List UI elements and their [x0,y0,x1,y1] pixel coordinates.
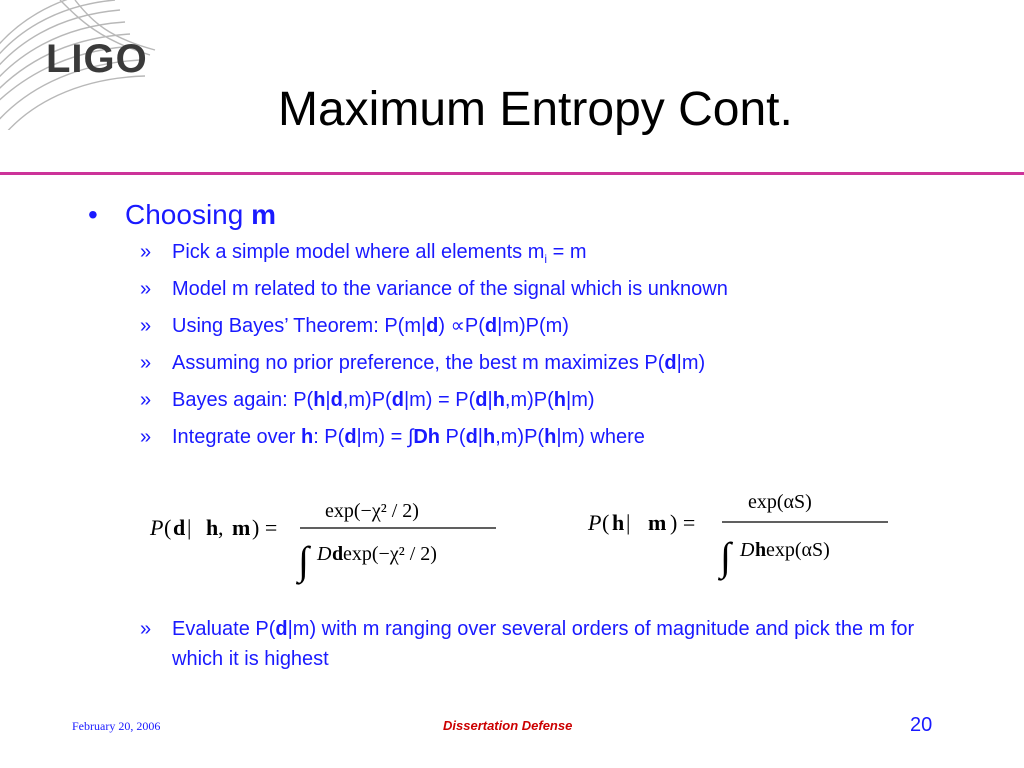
footer-date: February 20, 2006 [72,719,161,733]
sub-item-integrate: » Integrate over h: P(d|m) = ∫Dh P(d|h,m)P(h|m) where [140,426,645,448]
f1-lhs-bar: | [187,515,192,540]
f2-lhs-bar: | [626,510,631,535]
formula-1 [140,482,920,592]
f2-lhs-close: ) = [670,510,696,535]
f1-lhs-h: h [206,515,219,540]
f1-numerator: exp(−χ² / 2) [325,500,419,522]
page-number: 20 [910,714,933,736]
f1-den-D: D [317,543,332,565]
sub-item-variance: » Model m related to the variance of the signal which is unknown [140,278,728,300]
formulas [140,482,920,592]
sub-item-bayes-again: » Bayes again: P(h|d,m)P(d|m) = P(d|h,m)P(h|m) [140,389,595,411]
f1-lhs-open: ( [164,515,172,540]
footer-title: Dissertation Defense [443,718,573,733]
slide-title: Maximum Entropy Cont. [278,83,793,136]
f2-lhs-h: h [612,510,625,535]
f2-den-D: D [740,539,755,561]
f1-integral: ∫ [298,538,309,583]
f2-numerator: exp(αS) [748,491,812,513]
sub-list [140,240,1000,462]
f2-lhs-open: ( [602,510,610,535]
f1-den-rest: exp(−χ² / 2) [343,543,437,565]
f1-lhs-d: d [173,515,186,540]
f1-den-d: d [332,543,344,565]
f1-lhs-close: ) = [252,515,278,540]
f2-den-h: h [755,539,767,561]
f2-lhs-m: m [648,510,667,535]
f1-lhs-m: m [232,515,251,540]
f2-integral: ∫ [720,534,731,579]
sub-item-prior: » Assuming no prior preference, the best m maximizes P(d|m) [140,352,706,374]
bullet-text: Choosing m [125,199,276,230]
sub-item-bayes-theorem: » Using Bayes’ Theorem: P(m|d) ∝P(d|m)P(m) [140,315,569,337]
f1-lhs-P: P [150,515,164,540]
f2-den-rest: exp(αS) [766,539,830,561]
f1-lhs-comma: , [218,515,224,540]
title-divider [0,172,1024,175]
f2-lhs-P: P [588,510,602,535]
sub-item-simple-model: » Pick a simple model where all elements $m_i = m$ [140,241,587,266]
ligo-logo-text: LIGO [46,37,148,81]
bullet-dot: • [88,199,98,230]
